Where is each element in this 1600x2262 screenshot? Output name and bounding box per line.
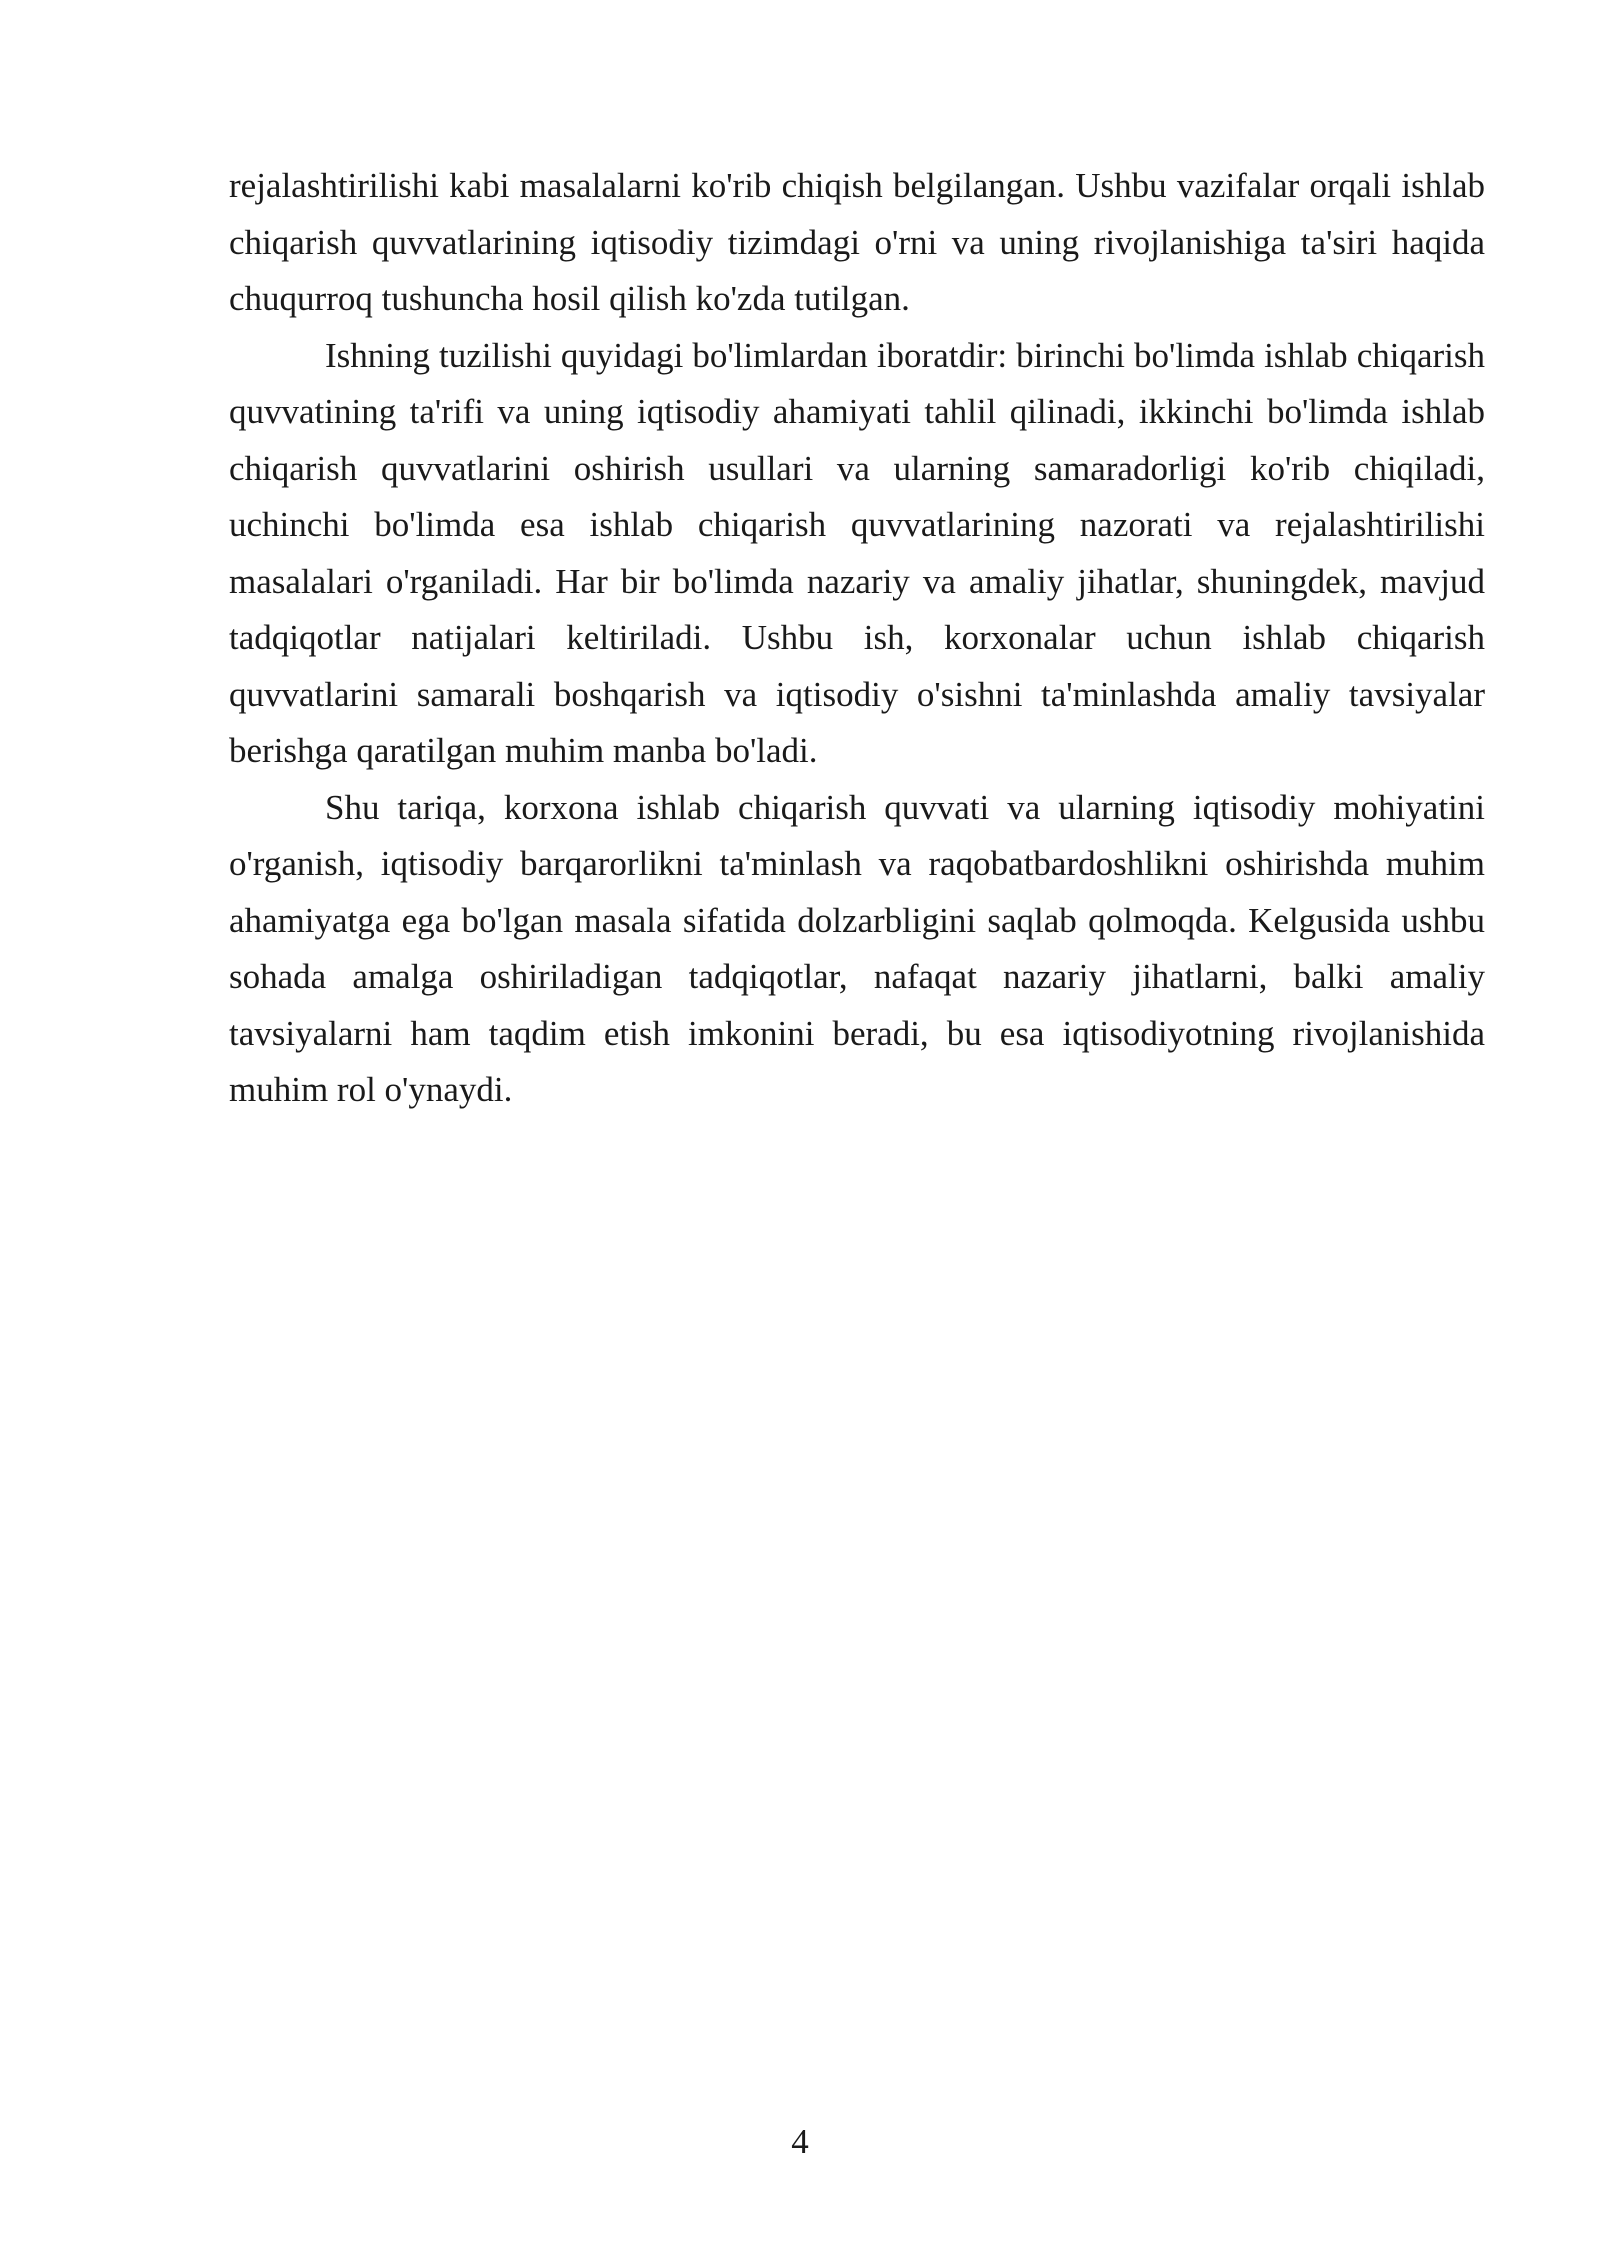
- page-number: 4: [791, 2122, 809, 2161]
- paragraph-conclusion: Shu tariqa, korxona ishlab chiqarish quvvati va ularning iqtisodiy mohiyatini o'rganish, iqtisodiy barqarorlikni ta'minlash va raqobatbardoshlikni oshirishda muhim ahamiyatga ega bo'lgan masala sifatida dolzarbligini saqlab qolmoqda. Kelgusida ushbu sohada amalga oshiriladigan tadqiqotlar, nafaqat nazariy jihatlarni, balki amaliy tavsiyalarni ham taqdim etish imkonini beradi, bu esa iqtisodiyotning rivojlanishida muhim rol o'ynaydi.: [229, 787, 1485, 1109]
- body-text: [229, 158, 1485, 1119]
- paragraph-continuation: rejalashtirilishi kabi masalalarni ko'rib chiqish belgilangan. Ushbu vazifalar orqali ishlab chiqarish quvvatlarining iqtisodiy tizimdagi o'rni va uning rivojlanishiga ta'siri haqida chuqurroq tushuncha hosil qilish ko'zda tutilgan.: [229, 166, 1485, 318]
- paragraph-structure: Ishning tuzilishi quyidagi bo'limlardan iboratdir: birinchi bo'limda ishlab chiqarish quvvatining ta'rifi va uning iqtisodiy ahamiyati tahlil qilinadi, ikkinchi bo'limda ishlab chiqarish quvvatlarini oshirish usullari va ularning samaradorligi ko'rib chiqiladi, uchinchi bo'limda esa ishlab chiqarish quvvatlarining nazorati va rejalashtirilishi masalalari o'rganiladi. Har bir bo'limda nazariy va amaliy jihatlar, shuningdek, mavjud tadqiqotlar natijalari keltiriladi. Ushbu ish, korxonalar uchun ishlab chiqarish quvvatlarini samarali boshqarish va iqtisodiy o'sishni ta'minlashda amaliy tavsiyalar berishga qaratilgan muhim manba bo'ladi.: [229, 335, 1485, 770]
